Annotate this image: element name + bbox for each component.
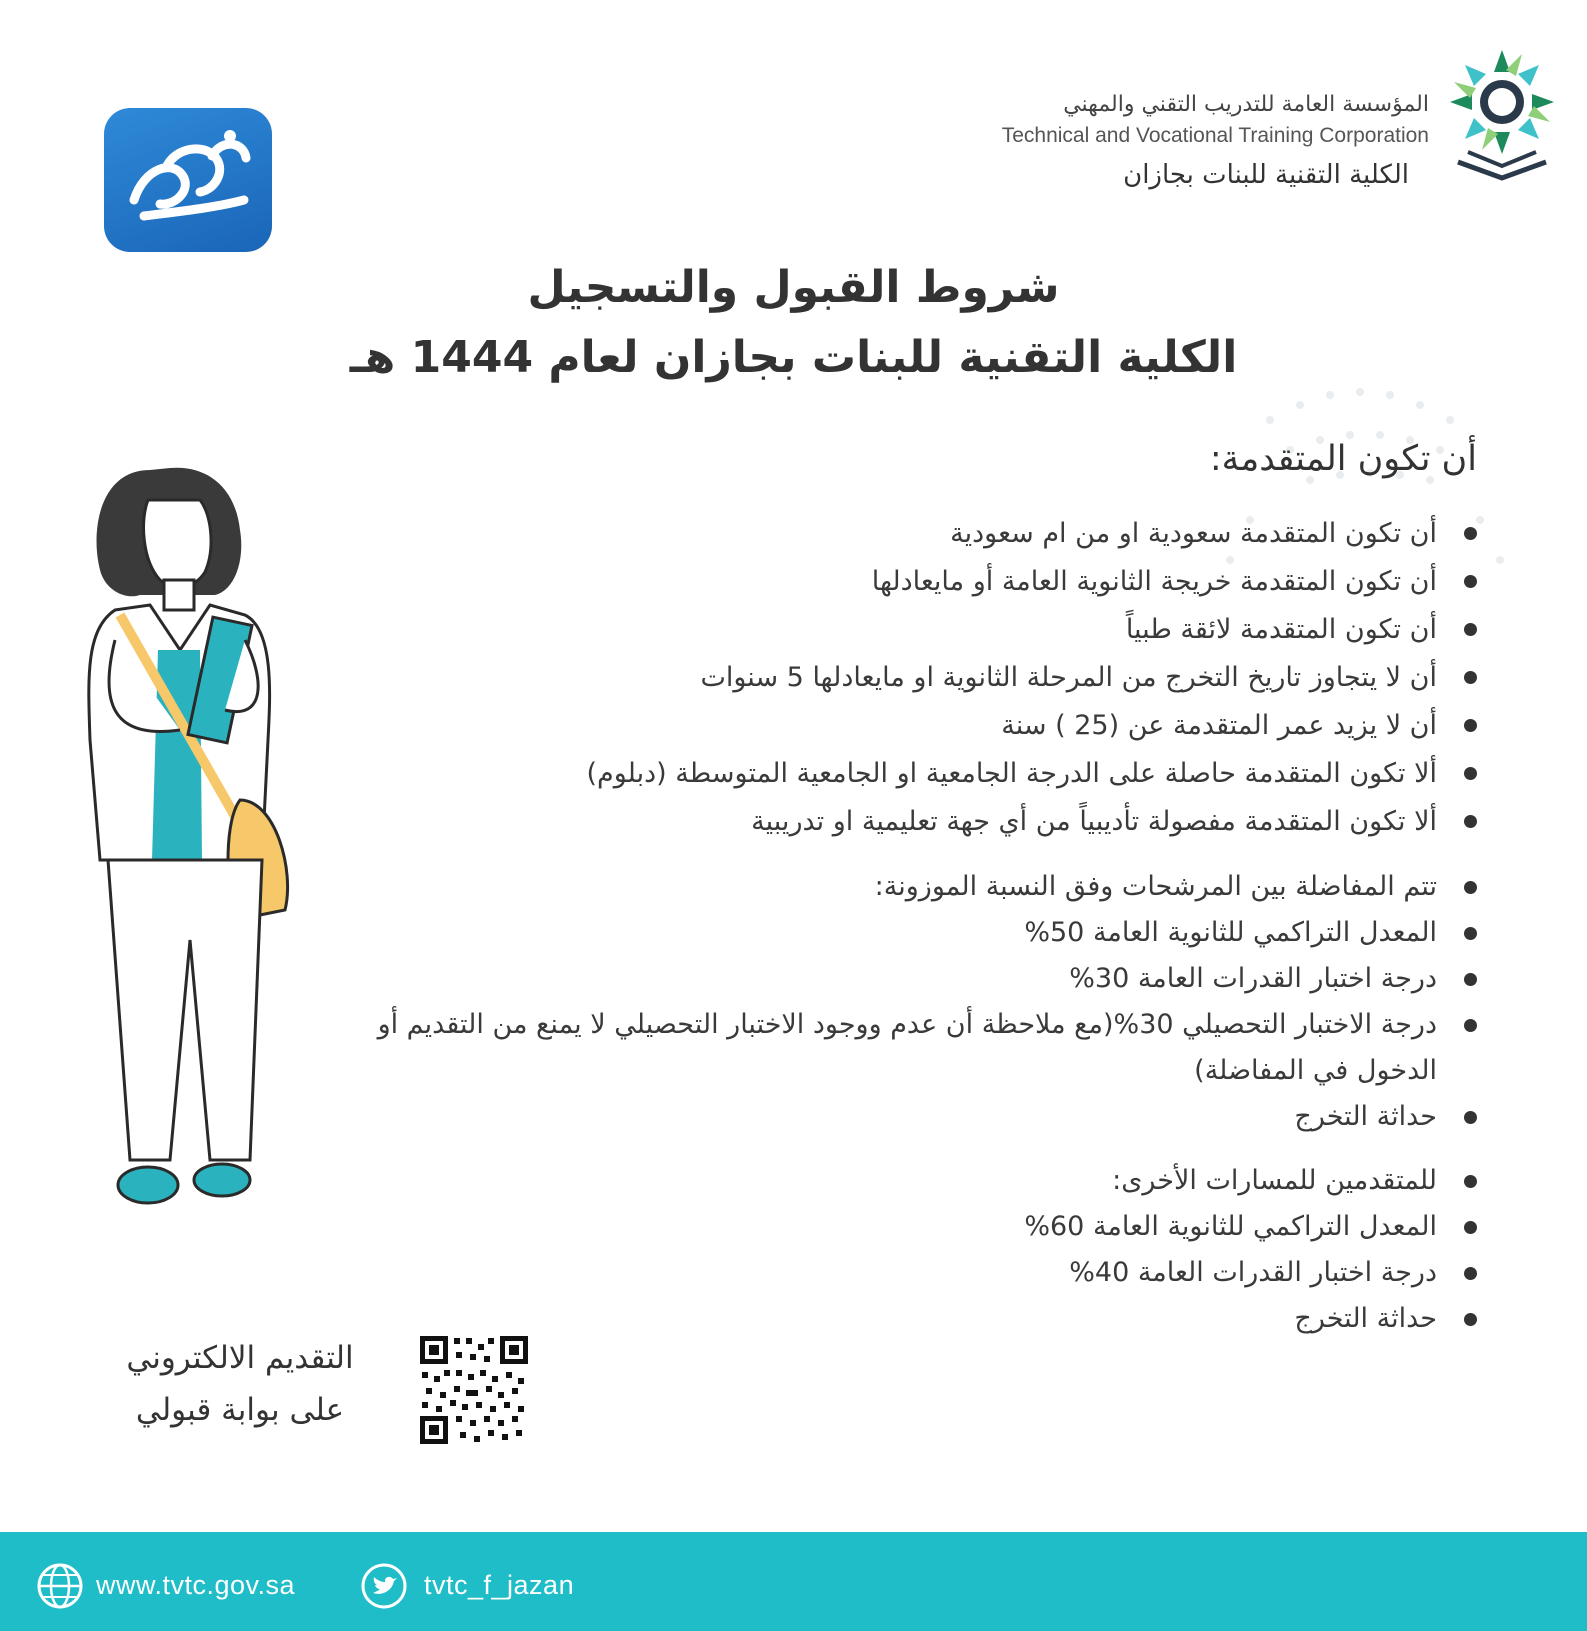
globe-icon xyxy=(36,1562,84,1610)
list-item: ألا تكون المتقدمة حاصلة على الدرجة الجامعية او الجامعية المتوسطة (دبلوم) xyxy=(347,750,1477,798)
apply-online-label: التقديم الالكتروني xyxy=(126,1340,354,1376)
org-name-arabic: المؤسسة العامة للتدريب التقني والمهني xyxy=(1063,92,1429,117)
list-item: أن تكون المتقدمة سعودية او من ام سعودية xyxy=(347,510,1477,558)
list-item: تتم المفاضلة بين المرشحات وفق النسبة الموزونة: xyxy=(347,864,1477,910)
list-item: ألا تكون المتقدمة مفصولة تأديبياً من أي جهة تعليمية او تدريبية xyxy=(347,798,1477,846)
list-item: أن تكون المتقدمة خريجة الثانوية العامة أو مايعادلها xyxy=(347,558,1477,606)
list-item: أن تكون المتقدمة لائقة طبياً xyxy=(347,606,1477,654)
tvtc-emblem-icon xyxy=(1440,40,1565,190)
list-item: المعدل التراكمي للثانوية العامة 50% xyxy=(347,910,1477,956)
applicant-conditions-list xyxy=(347,510,1477,846)
apply-portal-label: على بوابة قبولي xyxy=(135,1392,345,1428)
list-item: أن لا يتجاوز تاريخ التخرج من المرحلة الثانوية او مايعادلها 5 سنوات xyxy=(347,654,1477,702)
list-item: حداثة التخرج xyxy=(347,1094,1477,1140)
weighting-list xyxy=(347,864,1477,1140)
website-link[interactable]: www.tvtc.gov.sa xyxy=(96,1570,296,1600)
student-illustration xyxy=(30,440,330,1260)
qr-code-icon[interactable] xyxy=(420,1336,528,1444)
list-item: حداثة التخرج xyxy=(347,1296,1477,1342)
almrsal-logo-icon xyxy=(104,108,272,252)
list-item: درجة اختبار القدرات العامة 30% xyxy=(347,956,1477,1002)
org-name-english: Technical and Vocational Training Corporation xyxy=(1001,124,1429,147)
conditions-section xyxy=(347,436,1477,1342)
twitter-handle-link[interactable]: tvtc_f_jazan xyxy=(424,1570,575,1600)
list-item: درجة الاختبار التحصيلي 30%(مع ملاحظة أن عدم ووجود الاختبار التحصيلي لا يمنع من التقديم أو الدخول في المفاضلة) xyxy=(347,1002,1477,1094)
other-tracks-list xyxy=(347,1158,1477,1342)
list-item: درجة اختبار القدرات العامة 40% xyxy=(347,1250,1477,1296)
page-subtitle: الكلية التقنية للبنات بجازان لعام 1444 هـ xyxy=(349,332,1238,383)
list-item: للمتقدمين للمسارات الأخرى: xyxy=(347,1158,1477,1204)
list-item: أن لا يزيد عمر المتقدمة عن (25 ) سنة xyxy=(347,702,1477,750)
page-title: شروط القبول والتسجيل xyxy=(527,262,1060,313)
twitter-icon xyxy=(360,1562,408,1610)
college-name: الكلية التقنية للبنات بجازان xyxy=(1123,160,1409,190)
list-item: المعدل التراكمي للثانوية العامة 60% xyxy=(347,1204,1477,1250)
applicant-heading: أن تكون المتقدمة: xyxy=(1209,439,1477,479)
